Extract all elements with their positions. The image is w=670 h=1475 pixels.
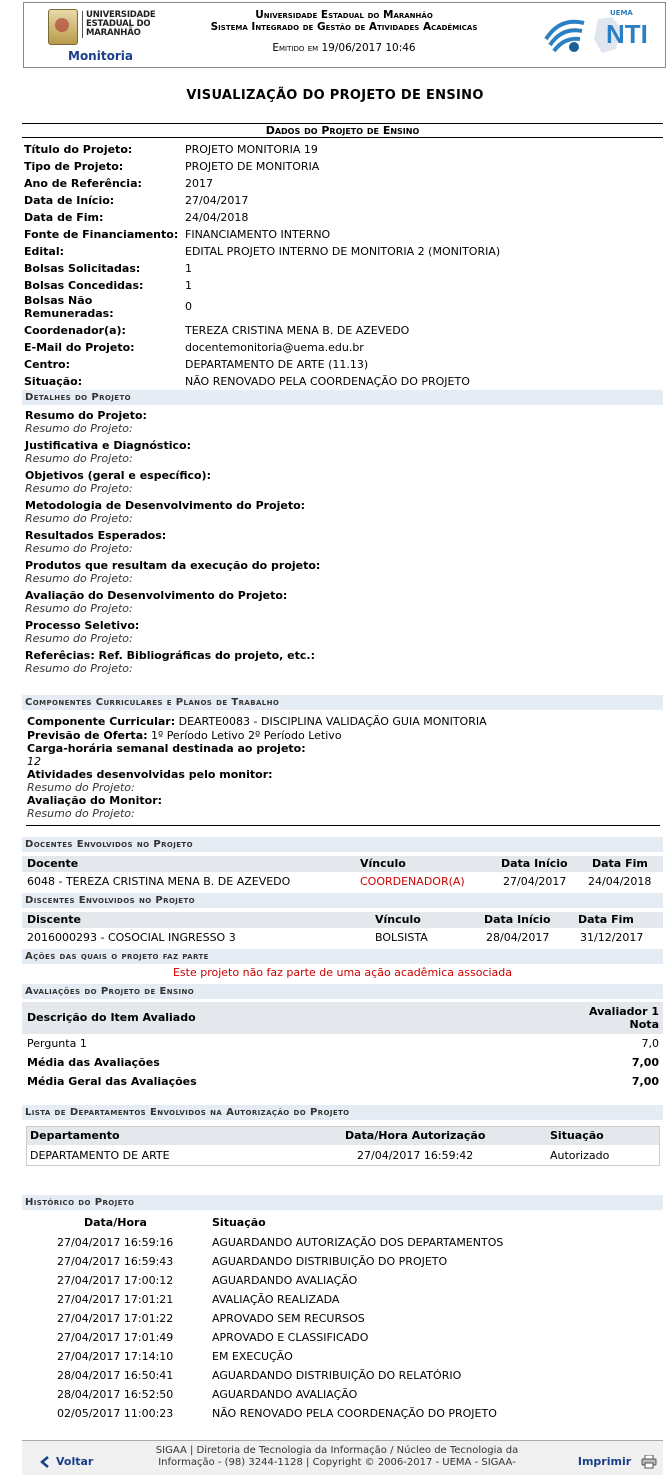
acoes-section-title: Ações das quais o projeto faz parte	[22, 949, 663, 964]
avaliacao-monitor-label: Avaliação do Monitor:	[27, 794, 163, 807]
table-row: 27/04/2017 16:59:16 AGUARDANDO AUTORIZAÇÃO DOS DEPARTAMENTOS	[57, 1236, 504, 1249]
footer-copyright: SIGAA | Diretoria de Tecnologia da Informação / Núcleo de Tecnologia da Informação - (98) 3244-1128 | Copyright © 2006-2017 - UEMA - SIGAA-	[155, 1445, 519, 1468]
detail-title: Metodologia de Desenvolvimento do Projeto:	[25, 499, 306, 512]
detail-value: Resumo do Projeto:	[25, 542, 133, 555]
header-center	[174, 9, 514, 54]
table-row: 27/04/2017 17:01:22 APROVADO SEM RECURSOS	[57, 1312, 365, 1325]
detail-value: Resumo do Projeto:	[25, 422, 133, 435]
detail-title: Justificativa e Diagnóstico:	[25, 439, 191, 452]
detail-value: Resumo do Projeto:	[25, 572, 133, 585]
docentes-table-header: Docente Vínculo Data Início Data Fim	[22, 856, 663, 872]
table-row: DEPARTAMENTO DE ARTE 27/04/2017 16:59:42 Autorizado	[30, 1149, 610, 1162]
departamentos-section-title: Lista de Departamentos Envolvidos na Autorização do Projeto	[22, 1105, 663, 1120]
table-row: 28/04/2017 16:52:50 AGUARDANDO AVALIAÇÃO	[57, 1388, 358, 1401]
discentes-table-header: Discente Vínculo Data Início Data Fim	[22, 912, 663, 928]
table-row: 28/04/2017 16:50:41 AGUARDANDO DISTRIBUIÇÃO DO RELATÓRIO	[57, 1369, 462, 1382]
table-row: 27/04/2017 17:01:49 APROVADO E CLASSIFICADO	[57, 1331, 369, 1344]
media-geral-row: Média Geral das Avaliações 7,00	[27, 1075, 659, 1088]
printer-icon	[641, 1455, 657, 1469]
detail-title: Resumo do Projeto:	[25, 409, 147, 422]
report-header	[23, 2, 666, 68]
detail-title: Processo Seletivo:	[25, 619, 140, 632]
detail-value: Resumo do Projeto:	[25, 482, 133, 495]
voltar-label: Voltar	[56, 1455, 94, 1468]
voltar-button[interactable]	[40, 1455, 93, 1468]
university-name: UNIVERSIDADE ESTADUAL DO MARANHÃO	[82, 11, 156, 38]
historico-section-title: Histórico do Projeto	[22, 1195, 663, 1210]
acoes-message: Este projeto não faz parte de uma ação acadêmica associada	[172, 966, 513, 979]
discentes-section-title: Discentes Envolvidos no Projeto	[22, 893, 663, 908]
detail-title: Avaliação do Desenvolvimento do Projeto:	[25, 589, 288, 602]
issued-date: Emitido em 19/06/2017 10:46	[272, 42, 416, 54]
imprimir-button[interactable]	[578, 1455, 657, 1469]
page-title: VISUALIZAÇÃO DO PROJETO DE ENSINO	[186, 88, 484, 103]
nti-label: NTI	[606, 19, 648, 49]
divider	[26, 825, 660, 826]
institution-name: Universidade Estadual do Maranhão	[255, 9, 433, 21]
back-arrow-icon	[40, 1456, 50, 1468]
avaliacoes-section-title: Avaliações do Projeto de Ensino	[22, 984, 663, 999]
table-row: 2016000293 - COSOCIAL INGRESSO 3 BOLSISTA 28/04/2017 31/12/2017	[27, 931, 644, 944]
table-row: Pergunta 1 7,0	[27, 1037, 659, 1050]
media-avaliacoes-row: Média das Avaliações 7,00	[27, 1056, 659, 1069]
docentes-section-title: Docentes Envolvidos no Projeto	[22, 837, 663, 852]
carga-label: Carga-horária semanal destinada ao projeto:	[27, 742, 306, 755]
carga-value: 12	[27, 755, 41, 768]
detail-value: Resumo do Projeto:	[25, 662, 133, 675]
historico-table-header: Data/Hora Situação	[84, 1216, 266, 1229]
uema-label: UEMA	[610, 9, 633, 17]
detail-title: Produtos que resultam da execução do projeto:	[25, 559, 321, 572]
imprimir-label: Imprimir	[577, 1455, 632, 1468]
detail-value: Resumo do Projeto:	[25, 512, 133, 525]
detail-title: Objetivos (geral e específico):	[25, 469, 211, 482]
detail-title: Resultados Esperados:	[25, 529, 167, 542]
table-row: 27/04/2017 16:59:43 AGUARDANDO DISTRIBUIÇÃO DO PROJETO	[57, 1255, 448, 1268]
table-row: 27/04/2017 17:00:12 AGUARDANDO AVALIAÇÃO	[57, 1274, 358, 1287]
page-footer	[22, 1440, 663, 1475]
departamentos-table	[26, 1126, 660, 1166]
detail-value: Resumo do Projeto:	[25, 632, 133, 645]
university-seal-icon	[48, 9, 78, 45]
detail-value: Resumo do Projeto:	[25, 452, 133, 465]
table-row: 6048 - TEREZA CRISTINA MENA B. DE AZEVEDO COORDENADOR(A) 27/04/2017 24/04/2018	[27, 875, 652, 888]
dados-section	[22, 123, 663, 138]
detalhes-section-title: Detalhes do Projeto	[22, 390, 663, 405]
table-row: 27/04/2017 17:01:21 AVALIAÇÃO REALIZADA	[57, 1293, 340, 1306]
detail-value: Resumo do Projeto:	[25, 602, 133, 615]
university-logo	[48, 9, 158, 45]
detail-title: Referêcias: Ref. Bibliográficas do projeto, etc.:	[25, 649, 315, 662]
dados-section-title: Dados do Projeto de Ensino	[22, 123, 663, 138]
system-name: Sistema Integrado de Gestão de Atividades Acadêmicas	[210, 21, 478, 33]
module-name: Monitoria	[68, 49, 133, 63]
field-bolsas-nao-remuneradas: Bolsas Não Remuneradas: 0	[24, 294, 192, 320]
table-row: 02/05/2017 11:00:23 NÃO RENOVADO PELA COORDENAÇÃO DO PROJETO	[57, 1407, 497, 1420]
departamentos-table-header: Departamento Data/Hora Autorização Situação	[27, 1127, 659, 1145]
avaliacao-monitor-value: Resumo do Projeto:	[27, 807, 135, 820]
previsao-oferta: Previsão de Oferta: 1º Período Letivo 2º Período Letivo	[27, 729, 342, 742]
avaliacoes-table-header: Descrição do Item Avaliado Avaliador 1 Nota	[22, 1002, 663, 1034]
table-row: 27/04/2017 17:14:10 EM EXECUÇÃO	[57, 1350, 293, 1363]
nti-logo	[540, 9, 655, 59]
componente-curricular: Componente Curricular: DEARTE0083 - DISCIPLINA VALIDAÇÃO GUIA MONITORIA	[27, 715, 487, 728]
componentes-section-title: Componentes Curriculares e Planos de Trabalho	[22, 695, 663, 710]
atividades-label: Atividades desenvolvidas pelo monitor:	[27, 768, 273, 781]
atividades-value: Resumo do Projeto:	[27, 781, 135, 794]
